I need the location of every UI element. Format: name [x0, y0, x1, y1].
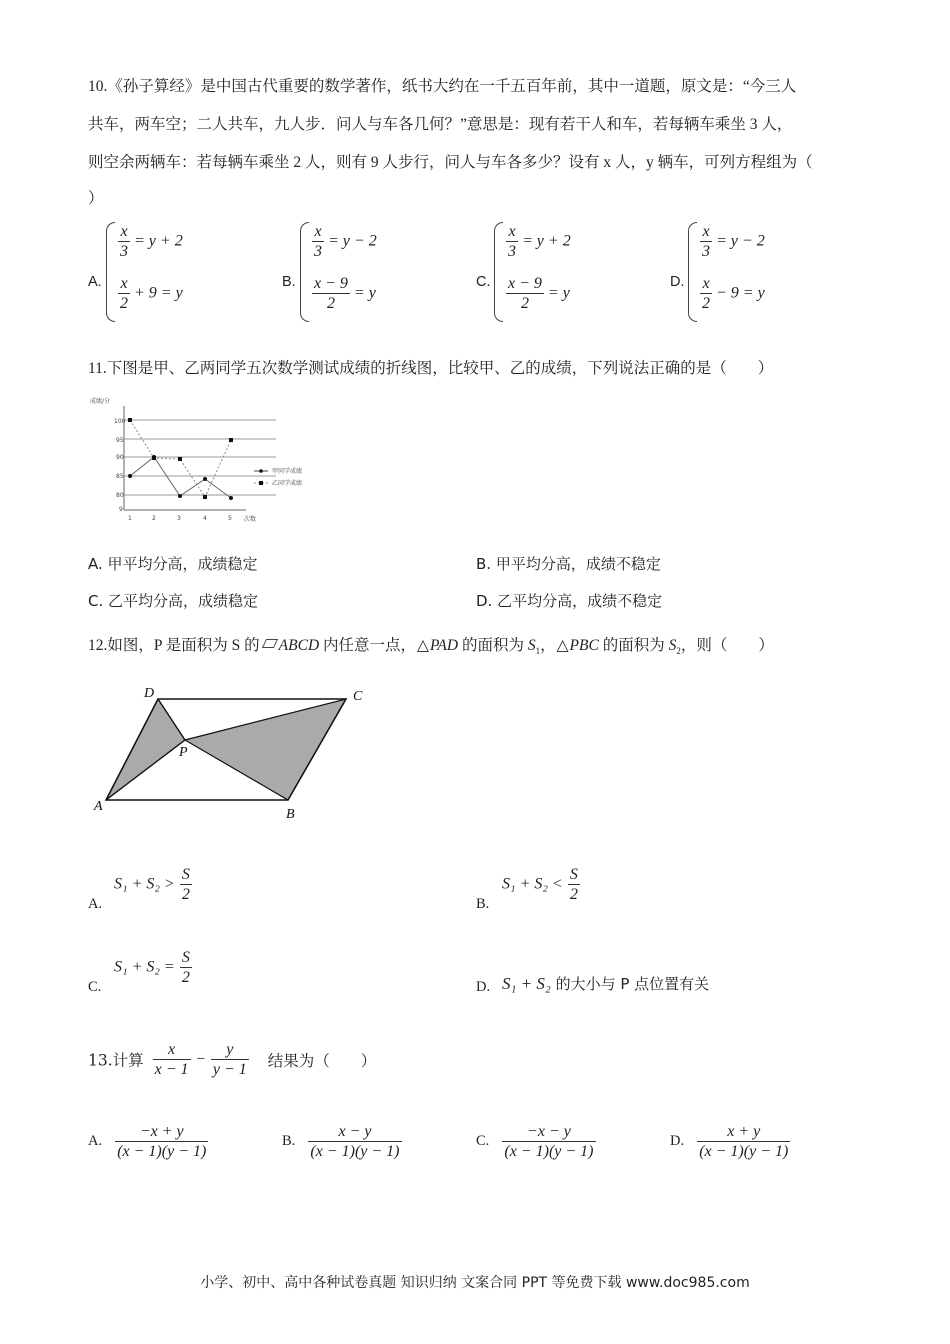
series-jia-point	[229, 496, 233, 500]
q11-option-a[interactable]: A. 甲平均分高，成绩稳定	[88, 555, 258, 573]
x-tick: 2	[152, 515, 156, 522]
q12-parallelogram-figure	[88, 682, 388, 827]
series-yi-point	[152, 456, 156, 460]
vertex-a: A	[94, 799, 103, 814]
y-tick: 90	[116, 454, 124, 461]
brace-icon	[300, 222, 309, 322]
q13-option-b[interactable]: B. $\frac{x - y}{(x - 1)(y - 1)}$	[282, 1123, 400, 1160]
q10-line4: ）	[88, 190, 104, 207]
vertex-b: B	[286, 807, 295, 822]
series-yi-point	[229, 438, 233, 442]
x-tick: 4	[203, 515, 207, 522]
q10-line2: 共车，两车空；二人共车，九人步．问人与车各几何？”意思是：现有若干人和车，若每辆车乘坐 3 人，	[88, 116, 793, 133]
series-jia-point	[178, 494, 182, 498]
triangle-icon: △	[556, 637, 569, 654]
q11-option-c[interactable]: C. 乙平均分高，成绩稳定	[88, 592, 259, 610]
y-tick: 95	[116, 437, 124, 444]
option-label: C.	[476, 274, 491, 290]
series-jia-point	[128, 474, 132, 478]
q11-stem: 11.下图是甲、乙两同学五次数学测试成绩的折线图，比较甲、乙的成绩，下列说法正确的是（ ）	[88, 360, 774, 377]
y-tick: 100	[114, 418, 126, 425]
x-tick: 3	[177, 515, 181, 522]
q11-option-b[interactable]: B. 甲平均分高，成绩不稳定	[476, 555, 661, 573]
x-axis-title: 次数	[244, 516, 257, 523]
brace-icon	[106, 222, 115, 322]
y-tick: 9	[119, 506, 123, 513]
option-label: D.	[670, 274, 685, 290]
q13-stem: 13.计算 $\frac{x}{x - 1}$ − $\frac{y}{y - 1}$ 结果为（ ）	[88, 1041, 377, 1078]
vertex-d: D	[144, 686, 155, 701]
brace-icon	[494, 222, 503, 322]
legend-yi: 乙同学成绩	[272, 480, 303, 487]
q13-option-a[interactable]: A. $\frac{-x + y}{(x - 1)(y - 1)}$	[88, 1123, 207, 1160]
legend-jia: 甲同学成绩	[272, 468, 303, 475]
series-yi-point	[178, 457, 182, 461]
x-tick: 5	[228, 515, 232, 522]
triangle-pbc	[185, 699, 346, 800]
page-footer: 小学、初中、高中各种试卷真题 知识归纳 文案合同 PPT 等免费下载 www.doc985.com	[200, 1275, 750, 1291]
series-jia-point	[203, 477, 207, 481]
parallelogram-icon	[262, 639, 278, 648]
triangle-icon: △	[417, 637, 429, 654]
series-yi-point	[203, 495, 207, 499]
vertex-c: C	[353, 689, 363, 704]
option-label: A.	[88, 274, 102, 290]
brace-icon	[688, 222, 697, 322]
point-p: P	[179, 745, 188, 760]
series-yi-point	[128, 418, 132, 422]
y-tick: 80	[116, 492, 124, 499]
q11-option-d[interactable]: D. 乙平均分高，成绩不稳定	[476, 592, 663, 610]
q13-option-d[interactable]: D. $\frac{x + y}{(x - 1)(y - 1)}$	[670, 1123, 789, 1160]
series-jia-line	[130, 457, 231, 498]
q13-option-c[interactable]: C. $\frac{-x - y}{(x - 1)(y - 1)}$	[476, 1123, 594, 1160]
q10-line1: 10.《孙子算经》是中国古代重要的数学著作，纸书大约在一千五百年前，其中一道题，原文是：“今三人	[88, 78, 797, 95]
y-tick: 85	[116, 473, 124, 480]
q12-stem: 12.如图，P 是面积为 S 的 ABCD 内任意一点，△PAD 的面积为 $S_1$，△PBC 的面积为 $S_2$，则（ ）	[88, 637, 774, 657]
x-tick: 1	[128, 515, 132, 522]
y-axis-title: 成绩/分	[90, 398, 111, 405]
q10-line3: 则空余两辆车：若每辆车乘坐 2 人，则有 9 人步行，问人与车各多少？设有 x 人，y 辆车，可列方程组为（	[88, 154, 813, 171]
option-label: B.	[282, 274, 296, 290]
q11-line-chart	[88, 392, 358, 532]
